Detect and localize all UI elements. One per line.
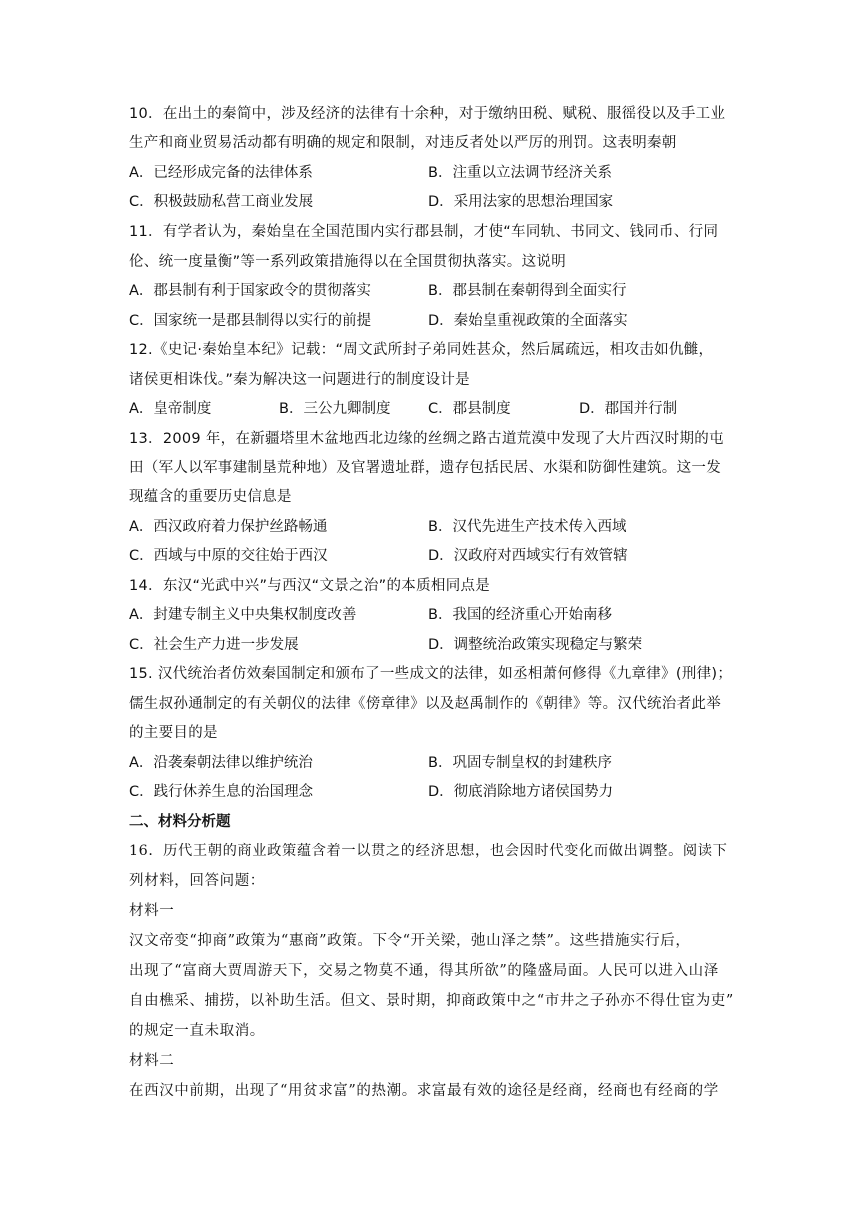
q15-line-3: 的主要目的是 xyxy=(129,725,218,741)
q10-option-d: D．采用法家的思想治理国家 xyxy=(428,194,614,210)
q14-option-b: B．我国的经济重心开始南移 xyxy=(428,607,612,623)
q16-line-2: 列材料，回答问题： xyxy=(129,873,265,889)
q15-line-2: 儒生叔孙通制定的有关朝仪的法律《傍章律》以及赵禹制作的《朝律》等。汉代统治者此举 xyxy=(129,696,721,712)
q14-option-a: A．封建专制主义中央集权制度改善 xyxy=(129,607,357,623)
q13-option-b: B．汉代先进生产技术传入西域 xyxy=(428,519,627,535)
q12-option-d: D．郡国并行制 xyxy=(579,401,678,417)
q15-option-a: A．沿袭秦朝法律以维护统治 xyxy=(129,755,313,771)
material-1-heading: 材料一 xyxy=(129,903,175,919)
q15-option-b: B．巩固专制皇权的封建秩序 xyxy=(428,755,612,771)
q11-line-2: 伦、统一度量衡”等一系列政策措施得以在全国贯彻执落实。这说明 xyxy=(129,254,567,270)
q11-option-b: B．郡县制在秦朝得到全面实行 xyxy=(428,283,627,299)
q14-option-d: D．调整统治政策实现稳定与繁荣 xyxy=(428,637,643,653)
section-title: 二、材料分析题 xyxy=(129,814,231,830)
q16-line-1: 16．历代王朝的商业政策蕴含着一以贯之的经济思想，也会因时代变化而做出调整。阅读下 xyxy=(129,843,728,859)
q10-option-a: A．已经形成完备的法律体系 xyxy=(129,165,313,181)
q11-line-1: 11．有学者认为，秦始皇在全国范围内实行郡县制，才使“车同轨、书同文、钱同币、行同 xyxy=(129,224,719,240)
q14-option-c: C．社会生产力进一步发展 xyxy=(129,637,299,653)
material-2-heading: 材料二 xyxy=(129,1053,175,1069)
q12-line-1: 12.《史记·秦始皇本纪》记载：“周文武所封子弟同姓甚众，然后属疏远，相攻击如仇雠， xyxy=(129,342,714,358)
q13-option-d: D．汉政府对西域实行有效管辖 xyxy=(428,548,628,564)
q15-option-c: C．践行休养生息的治国理念 xyxy=(129,784,314,800)
q11-option-c: C．国家统一是郡县制得以实行的前提 xyxy=(129,313,372,329)
q12-line-2: 诸侯更相诛伐。”秦为解决这一问题进行的制度设计是 xyxy=(129,372,470,388)
q14-line-1: 14．东汉“光武中兴”与西汉“文景之治”的本质相同点是 xyxy=(129,578,491,594)
q13-line-3: 现蕴含的重要历史信息是 xyxy=(129,489,292,505)
q10-option-b: B．注重以立法调节经济关系 xyxy=(428,165,612,181)
q13-option-a: A．西汉政府着力保护丝路畅通 xyxy=(129,519,328,535)
q13-option-c: C．西域与中原的交往始于西汉 xyxy=(129,548,328,564)
q12-option-a: A．皇帝制度 xyxy=(129,401,212,417)
material-1-line-3: 自由樵采、捕捞，以补助生活。但文、景时期，抑商政策中之“市井之子孙亦不得仕宦为吏” xyxy=(129,993,734,1009)
q12-option-b: B．三公九卿制度 xyxy=(279,401,391,417)
material-1-line-4: 的规定一直未取消。 xyxy=(129,1023,265,1039)
q10-line-1: 10．在出土的秦简中，涉及经济的法律有十余种，对于缴纳田税、赋税、服徭役以及手工业 xyxy=(129,106,726,122)
q10-line-2: 生产和商业贸易活动都有明确的规定和限制，对违反者处以严厉的刑罚。这表明秦朝 xyxy=(129,135,677,151)
q15-line-1: 15. 汉代统治者仿效秦国制定和颁布了一些成文的法律，如丞相萧何修得《九章律》(刑律)； xyxy=(129,666,733,682)
material-2-line-1: 在西汉中前期，出现了“用贫求富”的热潮。求富最有效的途径是经商，经商也有经商的学 xyxy=(129,1083,719,1099)
q11-option-d: D．秦始皇重视政策的全面落实 xyxy=(428,313,628,329)
q15-option-d: D．彻底消除地方诸侯国势力 xyxy=(428,784,614,800)
q13-line-2: 田（军人以军事建制垦荒种地）及官署遗址群，遗存包括民居、水渠和防御性建筑。这一发 xyxy=(129,460,721,476)
material-1-line-2: 出现了“富商大贾周游天下，交易之物莫不通，得其所欲”的隆盛局面。人民可以进入山泽 xyxy=(129,963,719,979)
q13-line-1: 13．2009 年，在新疆塔里木盆地西北边缘的丝绸之路古道荒漠中发现了大片西汉时期的屯 xyxy=(129,431,724,447)
material-1-line-1: 汉文帝变“抑商”政策为“惠商”政策。下令“开关梁，弛山泽之禁”。这些措施实行后， xyxy=(129,933,691,949)
q12-option-c: C．郡县制度 xyxy=(428,401,511,417)
q11-option-a: A．郡县制有利于国家政令的贯彻落实 xyxy=(129,283,371,299)
q10-option-c: C．积极鼓励私营工商业发展 xyxy=(129,194,314,210)
